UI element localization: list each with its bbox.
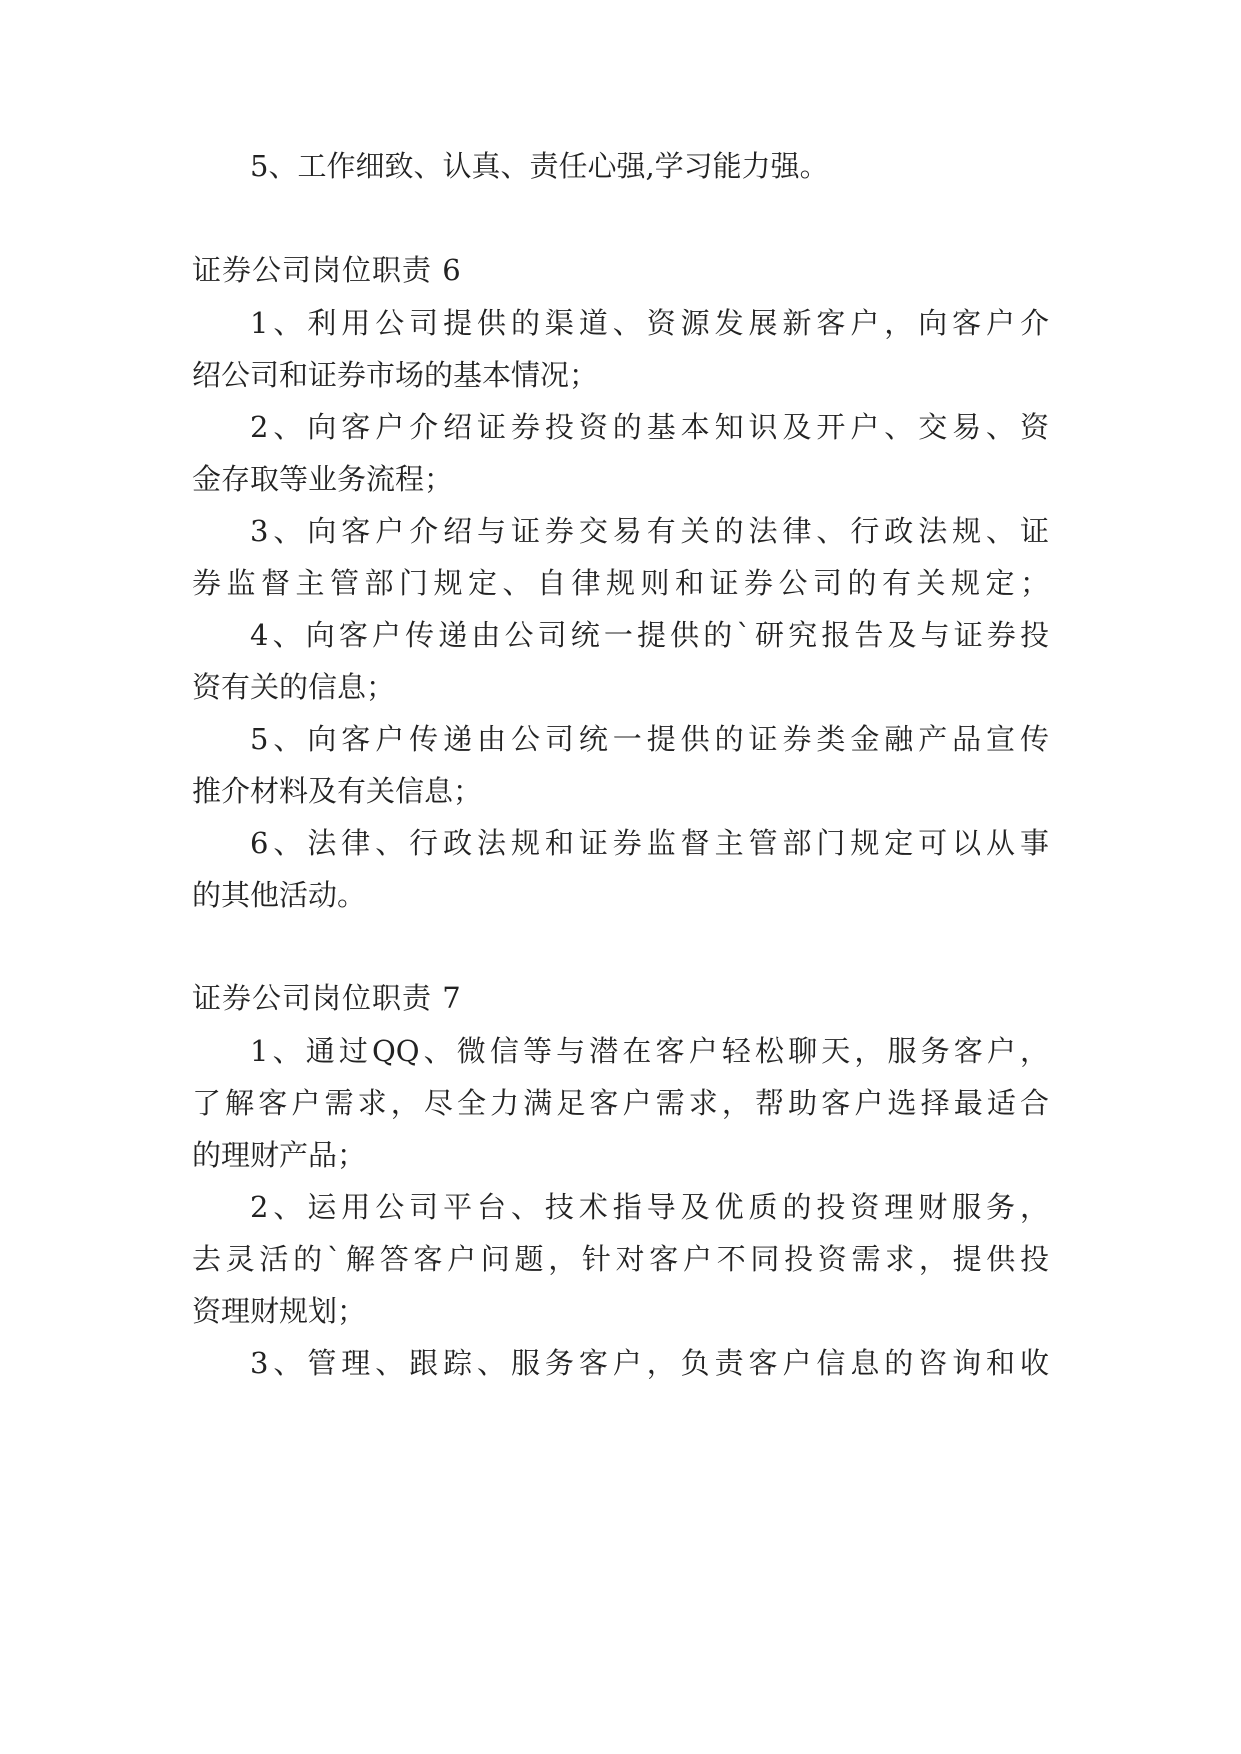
section-6-item-5-line-1: 5、向客户传递由公司统一提供的证券类金融产品宣传 xyxy=(250,722,1049,756)
section-6-item-6-line-1: 6、法律、行政法规和证券监督主管部门规定可以从事 xyxy=(250,826,1049,860)
section-6-item-2-line-1: 2、向客户介绍证券投资的基本知识及开户、交易、资 xyxy=(250,410,1049,444)
section-6-item-1-line-2: 绍公司和证券市场的基本情况； xyxy=(192,358,599,392)
section-6-item-3-line-1: 3、向客户介绍与证券交易有关的法律、行政法规、证 xyxy=(250,514,1049,548)
section-7-item-2-line-3: 资理财规划； xyxy=(192,1294,367,1328)
section-7-item-2-line-1: 2、运用公司平台、技术指导及优质的投资理财服务， xyxy=(250,1190,1049,1224)
section-7-item-2-line-2: 去灵活的`解答客户问题，针对客户不同投资需求，提供投 xyxy=(192,1242,1049,1276)
section-7-item-1-line-3: 的理财产品； xyxy=(192,1138,367,1172)
section-7-item-1-line-1: 1、通过QQ、微信等与潜在客户轻松聊天，服务客户， xyxy=(250,1034,1049,1068)
section-6-item-6-line-2: 的其他活动。 xyxy=(192,878,367,912)
section-6-item-3-line-2: 券监督主管部门规定、自律规则和证券公司的有关规定； xyxy=(192,566,1049,600)
intro-item-5: 5、工作细致、认真、责任心强,学习能力强。 xyxy=(250,149,829,183)
section-7-heading: 证券公司岗位职责 7 xyxy=(192,981,462,1015)
section-7-item-3-line-1: 3、管理、跟踪、服务客户，负责客户信息的咨询和收 xyxy=(250,1346,1049,1380)
section-6-item-2-line-2: 金存取等业务流程； xyxy=(192,462,454,496)
section-6-item-1-line-1: 1、利用公司提供的渠道、资源发展新客户，向客户介 xyxy=(250,306,1049,340)
section-6-item-4-line-1: 4、向客户传递由公司统一提供的`研究报告及与证券投 xyxy=(250,618,1049,652)
section-7-item-1-line-2: 了解客户需求，尽全力满足客户需求，帮助客户选择最适合 xyxy=(192,1086,1049,1120)
section-6-heading: 证券公司岗位职责 6 xyxy=(192,253,462,287)
section-6-item-4-line-2: 资有关的信息； xyxy=(192,670,396,704)
section-6-item-5-line-2: 推介材料及有关信息； xyxy=(192,774,483,808)
